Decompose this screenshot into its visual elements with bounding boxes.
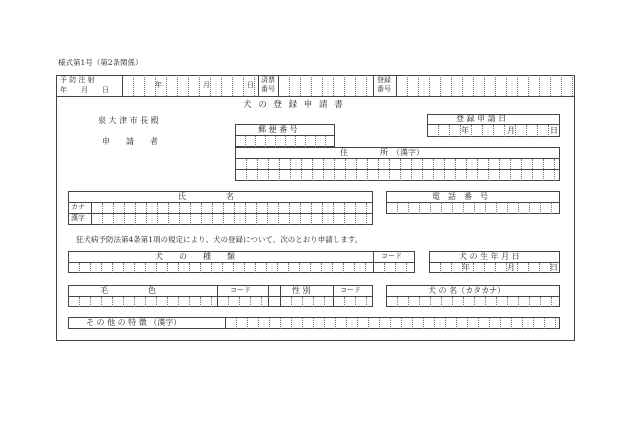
name-kanji-field[interactable]: [91, 214, 373, 225]
coat-code-label: コード: [230, 286, 251, 294]
dog-name-field[interactable]: [386, 297, 560, 307]
address-field-line1[interactable]: [235, 159, 560, 169]
divider: [373, 75, 374, 96]
coat-color-label: 毛 色: [100, 286, 156, 295]
sex-code-field[interactable]: [333, 297, 373, 307]
phone-field[interactable]: [386, 203, 560, 214]
breed-label: 犬 の 種 類: [155, 252, 235, 261]
name-kana-field[interactable]: [91, 203, 373, 213]
applicant-label: 申 請 者: [102, 137, 158, 146]
sex-label: 性 別: [292, 286, 311, 295]
coat-color-field[interactable]: [68, 297, 217, 307]
vaccination-label: 予 防 注 射: [60, 76, 95, 84]
registration-number-field[interactable]: [396, 75, 575, 96]
application-month-label: 月: [507, 126, 515, 135]
form-number: 様式第1号（第2条関係）: [58, 58, 143, 67]
birth-month-label: 月: [507, 263, 515, 272]
tag-number-field[interactable]: [278, 75, 373, 96]
birth-year-label: 年: [462, 263, 470, 272]
postal-code-field[interactable]: [235, 136, 335, 147]
kana-label: カナ: [71, 203, 85, 211]
form-title: 犬 の 登 録 申 請 書: [243, 100, 345, 110]
divider: [258, 75, 259, 96]
coat-code-field[interactable]: [217, 297, 268, 307]
sex-field[interactable]: [280, 297, 333, 307]
kanji-label: 漢字: [71, 214, 85, 222]
address-label: 住 所 （漢字）: [340, 148, 424, 157]
application-year-label: 年: [461, 126, 469, 135]
dog-name-label: 犬 の 名（カタカナ）: [428, 286, 506, 295]
year-label: 年: [155, 81, 162, 89]
divider: [268, 285, 269, 307]
statement: 狂犬病予防法第4条第1項の規定により、犬の登録について、次のとおり申請します。: [76, 235, 363, 244]
features-label: そ の 他 の 特 徴 （漢字）: [86, 318, 182, 327]
birth-day-label: 日: [550, 263, 558, 272]
birth-date-field[interactable]: [429, 263, 560, 273]
address-field-line2[interactable]: [235, 170, 560, 181]
addressee: 泉 大 津 市 長 殿: [98, 116, 159, 125]
phone-label: 電 話 番 号: [432, 192, 488, 201]
postal-code-label: 郵 便 番 号: [258, 125, 298, 134]
breed-field[interactable]: [68, 263, 373, 273]
birth-date-label: 犬 の 生 年 月 日: [459, 252, 520, 261]
registration-number-label: 登録 番号: [377, 76, 391, 93]
application-date-field[interactable]: [427, 125, 560, 137]
vaccination-date-label: 年 月 日: [60, 86, 109, 94]
breed-code-label: コード: [381, 252, 402, 260]
month-label: 月: [203, 81, 210, 89]
day-label: 日: [247, 81, 254, 89]
vaccination-date-field[interactable]: [122, 75, 258, 96]
name-label: 氏 名: [178, 192, 234, 201]
application-day-label: 日: [550, 126, 558, 135]
tag-number-label: 済票 番号: [261, 76, 275, 93]
features-field[interactable]: [225, 318, 560, 329]
top-row-divider: [56, 96, 575, 97]
application-date-label: 登 録 申 請 日: [456, 114, 507, 123]
sex-code-label: コード: [340, 286, 361, 294]
breed-code-field[interactable]: [373, 263, 415, 273]
